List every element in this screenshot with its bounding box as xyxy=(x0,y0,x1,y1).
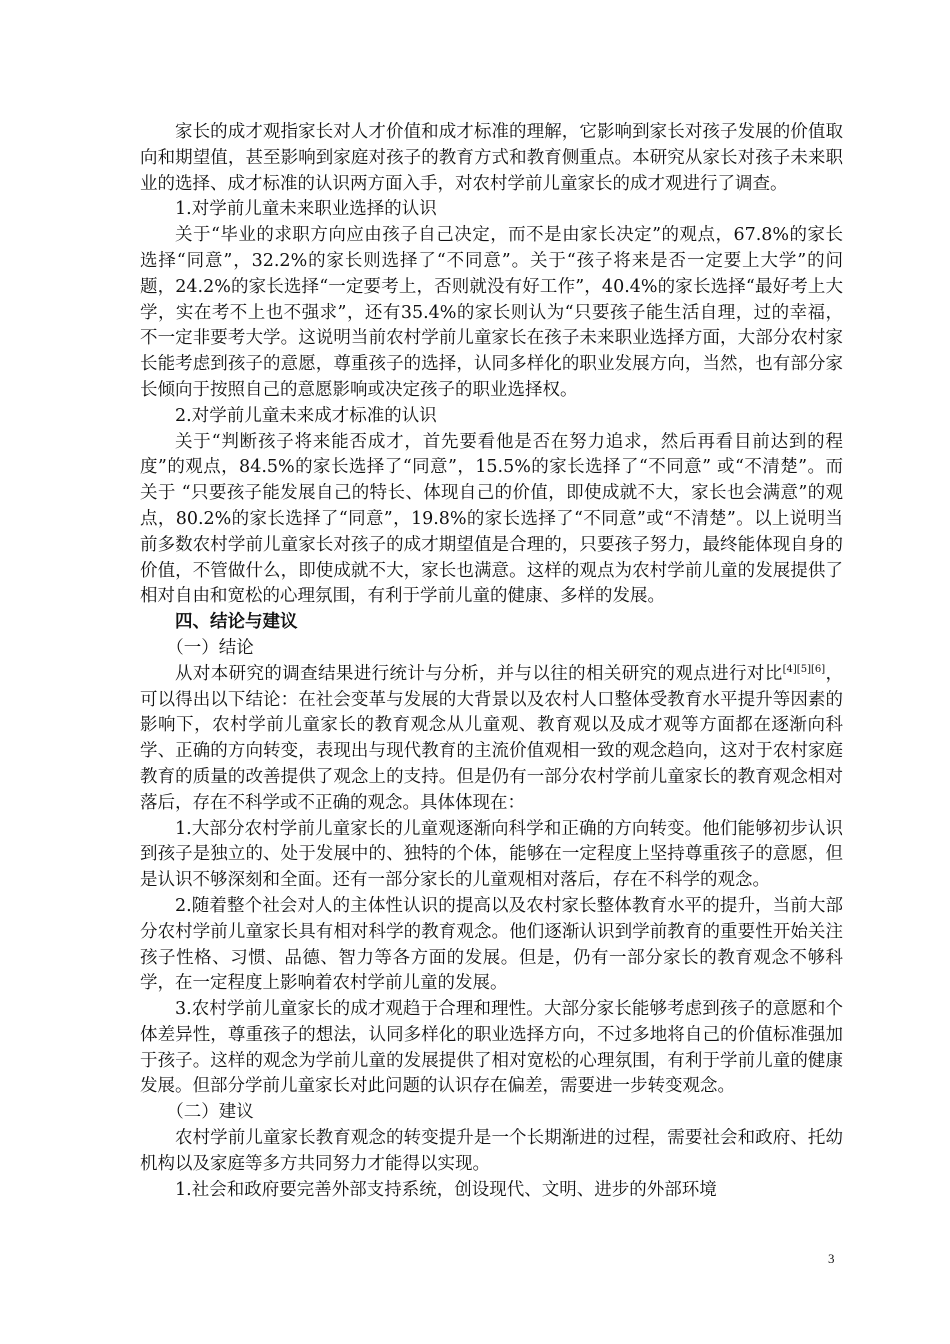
conclusion-item-1: 1.大部分农村学前儿童家长的儿童观逐渐向科学和正确的方向转变。他们能够初步认识到孩子是独立的、处于发展中的、独特的个体，能够在一定程度上坚持尊重孩子的意愿，但是认识不够深刻和全面。还有一部分家长的儿童观相对落后，存在不科学的观念。 xyxy=(140,818,843,891)
suggestion-item-1: 1.社会和政府要完善外部支持系统，创设现代、文明、进步的外部环境 xyxy=(175,1179,717,1200)
paragraph-career-choice: 关于“毕业的求职方向应由孩子自己决定，而不是由家长决定”的观点，67.8%的家长选择“同意”，32.2%的家长则选择了“不同意”。关于“孩子将来是否一定要上大学”的问题，24.2%的家长选择“一定要考上，否则就没有好工作”，40.4%的家长选择“最好考上大学，实在考不上也不强求”，还有35.4%的家长则认为“只要孩子能生活自理，过的幸福，不一定非要考大学。这说明当前农村学前儿童家长在孩子未来职业选择方面，大部分农村家长能考虑到孩子的意愿，尊重孩子的选择，认同多样化的职业发展方向，当然，也有部分家长倾向于按照自己的意愿影响或决定孩子的职业选择权。 xyxy=(140,225,843,400)
conclusion-text-after-ref: ，可以得出以下结论：在社会变革与发展的大背景以及农村人口整体受教育水平提升等因素的影响下，农村学前儿童家长的教育观念从儿童观、教育观以及成才观等方面都在逐渐向科学、正确的方向转变，表现出与现代教育的主流价值观相一致的观念趋向，这对于农村家庭教育的质量的改善提供了观念上的支持。但是仍有一部分农村学前儿童家长的教育观念相对落后，存在不科学或不正确的观念。具体体现在： xyxy=(140,663,844,813)
subheading-success-standard: 2.对学前儿童未来成才标准的认识 xyxy=(175,405,437,426)
citation-reference: [4][5][6] xyxy=(782,663,826,675)
subsection-heading-suggestions: （二）建议 xyxy=(166,1102,254,1123)
subheading-career-choice: 1.对学前儿童未来职业选择的认识 xyxy=(175,199,437,220)
subsection-heading-conclusion: （一）结论 xyxy=(166,637,254,658)
paragraph-conclusion-summary xyxy=(140,662,843,817)
paragraph-success-view-intro: 家长的成才观指家长对人才价值和成才标准的理解，它影响到家长对孩子发展的价值取向和期望值，甚至影响到家庭对孩子的教育方式和教育侧重点。本研究从家长对孩子未来职业的选择、成才标准的认识两方面入手，对农村学前儿童家长的成才观进行了调查。 xyxy=(140,122,843,194)
conclusion-item-2: 2.随着整个社会对人的主体性认识的提高以及农村家长整体教育水平的提升，当前大部分农村学前儿童家长具有相对科学的教育观念。他们逐渐认识到学前教育的重要性开始关注孩子性格、习惯、品德、智力等各方面的发展。但是，仍有一部分家长的教育观念不够科学，在一定程度上影响着农村学前儿童的发展。 xyxy=(140,895,843,994)
paragraph-success-standard: 关于“判断孩子将来能否成才，首先要看他是否在努力追求，然后再看目前达到的程度”的观点，84.5%的家长选择了“同意”，15.5%的家长选择了“不同意” 或“不清楚”。而关于 “只要孩子能发展自己的特长、体现自己的价值，即使成就不大，家长也会满意”的观点，80.2%的家长选择了“同意”，19.8%的家长选择了“不同意”或“不清楚”。以上说明当前多数农村学前儿童家长对孩子的成才期望值是合理的，只要孩子努力，最终能体现自身的价值，不管做什么，即使成就不大，家长也满意。这样的观点为农村学前儿童的发展提供了相对自由和宽松的心理氛围，有利于学前儿童的健康、多样的发展。 xyxy=(140,431,843,607)
page-number: 3 xyxy=(828,1251,835,1266)
section-heading-conclusions: 四、结论与建议 xyxy=(175,612,298,633)
paragraph-suggestions-intro: 农村学前儿童家长教育观念的转变提升是一个长期渐进的过程，需要社会和政府、托幼机构以及家庭等多方共同努力才能得以实现。 xyxy=(140,1128,843,1174)
conclusion-item-3: 3.农村学前儿童家长的成才观趋于合理和理性。大部分家长能够考虑到孩子的意愿和个体差异性，尊重孩子的想法，认同多样化的职业选择方向，不过多地将自己的价值标准强加于孩子。这样的观念为学前儿童的发展提供了相对宽松的心理氛围，有利于学前儿童的健康发展。但部分学前儿童家长对此问题的认识存在偏差，需要进一步转变观念。 xyxy=(140,999,843,1097)
conclusion-text-before-ref: 从对本研究的调查结果进行统计与分析，并与以往的相关研究的观点进行对比 xyxy=(175,663,783,684)
